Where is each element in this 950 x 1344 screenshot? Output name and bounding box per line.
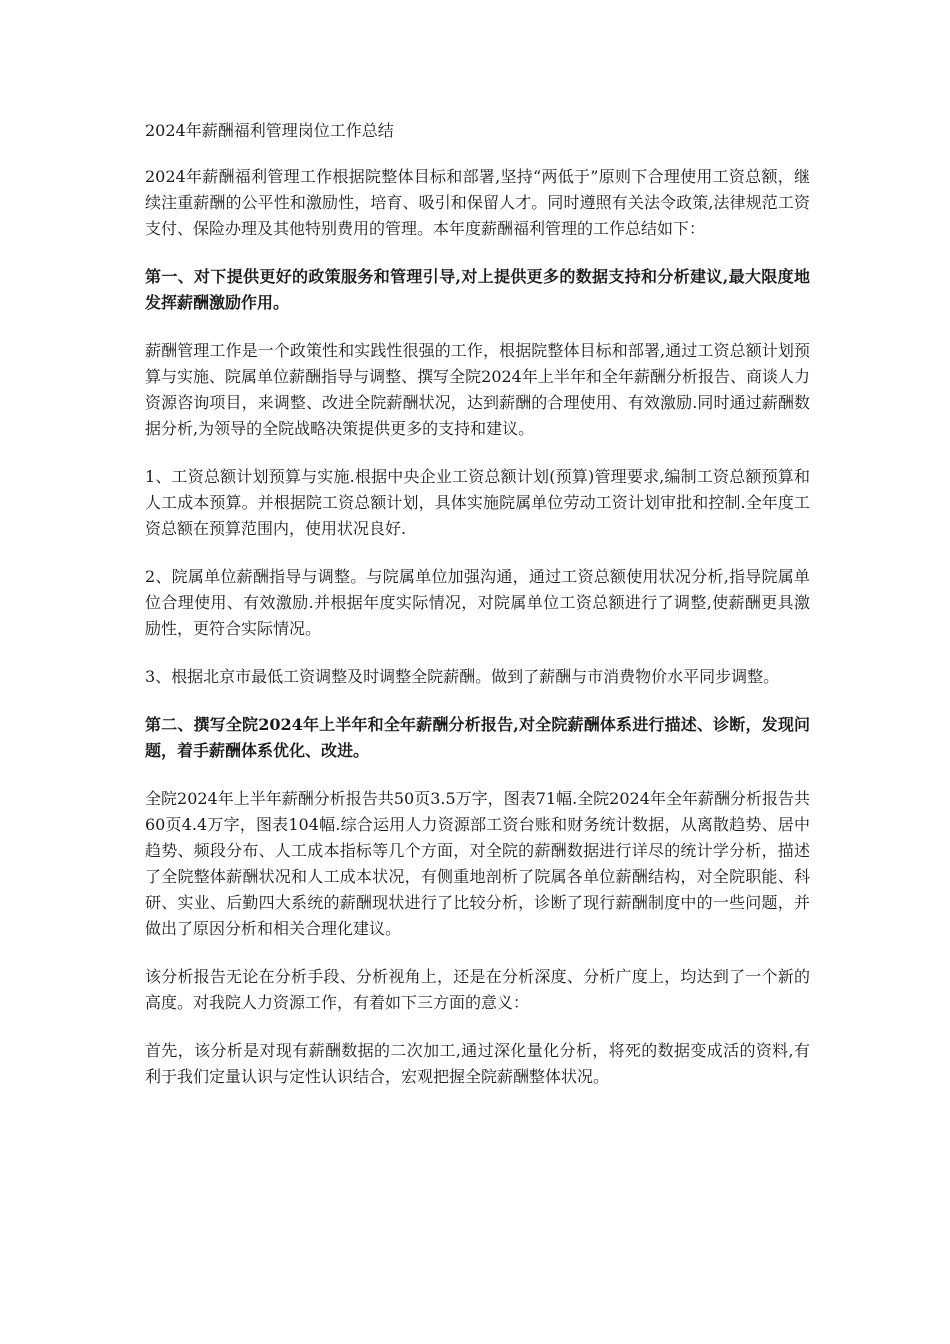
document-title: 2024年薪酬福利管理岗位工作总结 <box>145 121 394 140</box>
section1-paragraph-4: 3、根据北京市最低工资调整及时调整全院薪酬。做到了薪酬与市消费物价水平同步调整。 <box>145 667 780 686</box>
intro-paragraph: 2024年薪酬福利管理工作根据院整体目标和部署,坚持“两低于”原则下合理使用工资总额，继续注重薪酬的公平性和激励性，培育、吸引和保留人才。同时遵照有关法令政策,法律规范工资支付、保险办理及其他特别费用的管理。本年度薪酬福利管理的工作总结如下： <box>145 167 810 238</box>
section1-paragraph-3: 2、院属单位薪酬指导与调整。与院属单位加强沟通，通过工资总额使用状况分析,指导院属单位合理使用、有效激励.并根据年度实际情况，对院属单位工资总额进行了调整,使薪酬更具激励性，更符合实际情况。 <box>145 567 810 638</box>
section2-heading: 第二、撰写全院2024年上半年和全年薪酬分析报告,对全院薪酬体系进行描述、诊断，发现问题，着手薪酬体系优化、改进。 <box>145 715 810 760</box>
section1-paragraph-1: 薪酬管理工作是一个政策性和实践性很强的工作，根据院整体目标和部署,通过工资总额计划预算与实施、院属单位薪酬指导与调整、撰写全院2024年上半年和全年薪酬分析报告、商谈人力资源咨询项目，来调整、改进全院薪酬状况，达到薪酬的合理使用、有效激励.同时通过薪酬数据分析,为领导的全院战略决策提供更多的支持和建议。 <box>145 341 810 438</box>
section1-heading: 第一、对下提供更好的政策服务和管理引导,对上提供更多的数据支持和分析建议,最大限度地发挥薪酬激励作用。 <box>145 267 810 312</box>
document-page <box>145 118 810 1112</box>
section1-paragraph-2: 1、工资总额计划预算与实施.根据中央企业工资总额计划(预算)管理要求,编制工资总额预算和人工成本预算。并根据院工资总额计划，具体实施院属单位劳动工资计划审批和控制.全年度工资总额在预算范围内，使用状况良好. <box>145 467 810 538</box>
section2-paragraph-1: 全院2024年上半年薪酬分析报告共50页3.5万字，图表71幅.全院2024年全年薪酬分析报告共60页4.4万字，图表104幅.综合运用人力资源部工资台账和财务统计数据，从离散趋势、居中趋势、频段分布、人工成本指标等几个方面，对全院的薪酬数据进行详尽的统计学分析，描述了全院整体薪酬状况和人工成本状况，有侧重地剖析了院属各单位薪酬结构，对全院职能、科研、实业、后勤四大系统的薪酬现状进行了比较分析，诊断了现行薪酬制度中的一些问题，并做出了原因分析和相关合理化建议。 <box>145 789 810 938</box>
section2-paragraph-2: 该分析报告无论在分析手段、分析视角上，还是在分析深度、分析广度上，均达到了一个新的高度。对我院人力资源工作，有着如下三方面的意义： <box>145 967 810 1012</box>
section2-paragraph-3: 首先，该分析是对现有薪酬数据的二次加工,通过深化量化分析，将死的数据变成活的资料,有利于我们定量认识与定性认识结合，宏观把握全院薪酬整体状况。 <box>145 1041 810 1086</box>
